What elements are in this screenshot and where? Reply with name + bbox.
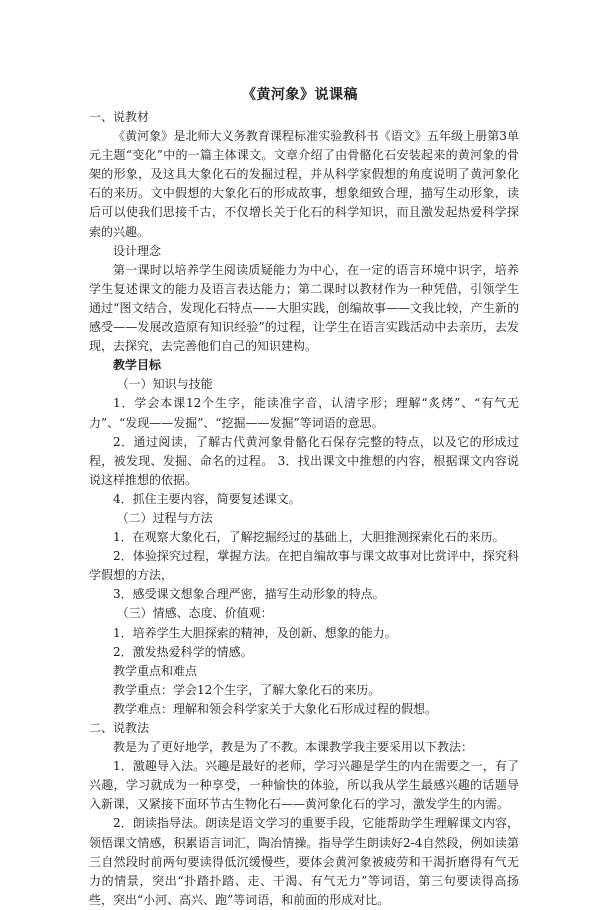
method-item: 1．激趣导入法。兴趣是最好的老师，学习兴趣是学生的内在需要之一，有了兴趣，学习就成为一种享受，一种愉快的体验，所以我从学生最感兴趣的话题导入新课，又紧接下面环节古生物化石——黄河象化石的学习，激发学生的内需。 (89, 759, 519, 812)
design-concept-heading: 设计理念 (113, 243, 162, 258)
teaching-goals-heading: 教学目标 (113, 358, 162, 373)
section-heading-textbook: 一、说教材 (89, 110, 150, 124)
goal-item: 2．激发热爱科学的情感。 (113, 644, 253, 659)
goal-item: 2．通过阅读，了解古代黄河象骨骼化石保存完整的特点，以及它的形成过程，被发现、发掘、命名的过程。 3．找出课文中推想的内容，根据课文内容说说这样推想的依据。 (89, 434, 519, 487)
key-point: 教学重点：学会12个生字，了解大象化石的来历。 (113, 682, 381, 697)
goal-item: 4．抓住主要内容，简要复述课文。 (113, 491, 301, 506)
difficult-point: 教学难点：理解和领会科学家关于大象化石形成过程的假想。 (113, 701, 438, 716)
goal-item: 2．体验探究过程，掌握方法。在把自编故事与课文故事对比赏评中，探究科学假想的方法， (89, 549, 519, 583)
document-body (89, 108, 519, 910)
section-heading-teaching-methods: 二、说教法 (89, 721, 150, 735)
goal-item: 1．学会本课12个生字，能读准字音，认清字形；理解“炙烤”、“有气无力”、“发现——发掘”、“挖掘——发掘”等词语的意思。 (89, 396, 519, 430)
method-item: 2．朗读指导法。朗读是语文学习的重要手段，它能帮助学生理解课文内容，领悟课文情感，积累语言词汇，陶冶情操。指导学生朗读好2-4自然段，例如读第三自然段时前两句要读得低沉缓慢些，要体会黄河象被疲劳和干渴折磨得有气无力的情景，突出“扑踏扑踏、走、干渴、有气无力”等词语，第三句要读得高扬些，突出“小河、高兴、跑”等词语，和前面的形成对比。 (89, 816, 519, 907)
goal-group-process-heading: （二）过程与方法 (116, 510, 213, 525)
page-title: 《黄河象》说课稿 (242, 87, 358, 103)
paragraph-textbook-intro: 《黄河象》是北师大义务教育课程标准实验教科书《语文》五年级上册第3单元主题“变化”中的一篇主体课文。文章介绍了由骨骼化石安装起来的黄河象的骨架的形象，及这具大象化石的发掘过程，并从科学家假想的角度说明了黄河象化石的来历。文中假想的大象化石的形成故事，想象细致合理，描写生动形象，读后可以使我们思接千古，不仅增长关于化石的科学知识，而且激发起热爱科学探索的兴趣。 (89, 129, 519, 239)
goal-item: 3．感受课文想象合理严密，描写生动形象的特点。 (113, 587, 385, 602)
goal-item: 1．培养学生大胆探索的精神，及创新、想象的能力。 (113, 625, 397, 640)
paragraph-design-concept: 第一课时以培养学生阅读质疑能力为中心，在一定的语言环境中识字，培养学生复述课文的能力及语言表达能力；第二课时以教材作为一种凭借，引领学生通过“图文结合，发现化石特点——大胆实践，创编故事——文我比较，产生新的感受——发展改造原有知识经验”的过程，让学生在语言实践活动中去亲历，去发现，去探究，去完善他们自己的知识建构。 (89, 262, 519, 354)
key-difficulty-heading: 教学重点和难点 (113, 663, 198, 678)
goal-item: 1．在观察大象化石，了解挖掘经过的基础上，大胆推测探索化石的来历。 (113, 530, 505, 545)
goal-group-knowledge-heading: （一）知识与技能 (116, 377, 213, 392)
paragraph-methods-intro: 教是为了更好地学，教是为了不教。本课教学我主要采用以下教法： (113, 740, 474, 755)
goal-group-values-heading: （三）情感、态度、价值观： (116, 606, 273, 621)
